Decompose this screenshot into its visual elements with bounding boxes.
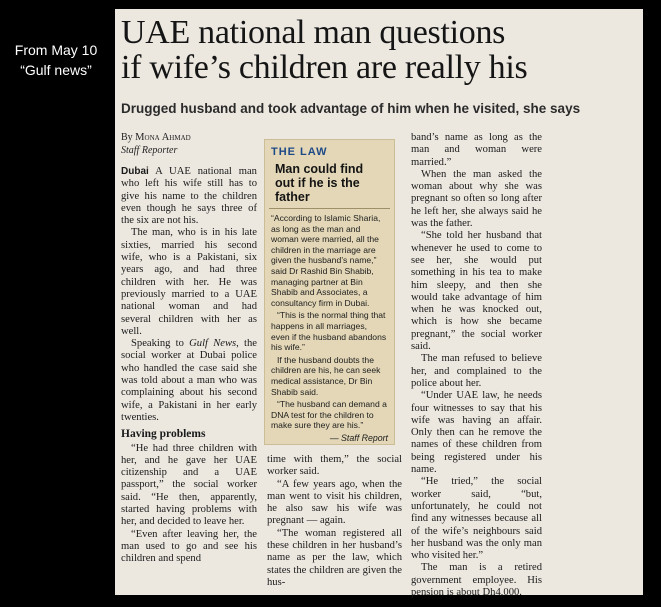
paragraph: “She told her husband that whenever he used to come to see her, she would put something in his tea to make him sleepy, and then she would take advantage of him when he was knocked out, which is how she became pregnant,” the social worker said. xyxy=(411,230,542,353)
paragraph: The man is a retired government employee. His pension is about Dh4,000. xyxy=(411,562,542,598)
headline-line-1: UAE national man questions xyxy=(121,14,506,51)
paragraph-text: , the social worker at Dubai police who handled the case said she was told about a man who was complaining about his second wife, a Pakistani in her early twenties. xyxy=(121,338,257,423)
byline-prefix: By xyxy=(121,132,133,143)
article-column-1 xyxy=(121,166,257,591)
paragraph: The man, who is in his late sixties, married his second wife, who is a Pakistani, six years ago, and had three children with her. He was previously married to a UAE national woman and had several children with her as well. xyxy=(121,227,257,337)
paragraph: “Even after leaving her, the man used to go and see his children and spend xyxy=(121,528,257,565)
section-subhead: Having problems xyxy=(121,428,206,441)
paragraph: “A few years ago, when the man went to visit his children, he also saw his wife was pregnant — again. xyxy=(267,478,402,527)
subheadline: Drugged husband and took advantage of him when he visited, she says xyxy=(121,101,581,116)
paragraph: When the man asked the woman about why she was pregnant so often so long after he left her, she always said he was the father. xyxy=(411,168,542,230)
byline-name: Mona Ahmad xyxy=(135,132,191,143)
sidebar-body xyxy=(265,209,394,447)
paragraph: “He had three children with her, and he gave her UAE citizenship and a UAE passport,” the social worker said. “He then, apparently, started having problems with her, and decided to leave her. xyxy=(121,442,257,528)
caption-line-2: “Gulf news” xyxy=(20,62,92,78)
caption xyxy=(0,40,112,80)
sidebar-paragraph: “According to Islamic Sharia, as long as the man and woman were married, all the children in the marriage are given the husband’s name,” said Dr Rashid Bin Shabib, managing partner at Bin Shabib and Associates, a consultancy firm in Dubai. xyxy=(271,213,381,308)
paragraph-text: A UAE national man who left his wife still has to give his name to the children even though he says three of the six are not his. xyxy=(121,166,257,227)
paragraph xyxy=(121,166,257,227)
the-law-sidebar xyxy=(264,139,395,445)
headline-line-2: if wife’s children are really his xyxy=(121,49,528,86)
sidebar-title: Man could find out if he is the father xyxy=(269,160,390,209)
paragraph: The man refused to believe her, and complained to the police about her. xyxy=(411,353,542,389)
newspaper-clipping xyxy=(115,9,643,598)
paragraph: time with them,” the social worker said. xyxy=(267,454,402,478)
article-column-2 xyxy=(267,454,402,592)
dateline: Dubai xyxy=(121,166,149,177)
sidebar-credit: — Staff Report xyxy=(329,432,388,443)
byline xyxy=(121,131,261,157)
paragraph: band’s name as long as the man and woman were married.” xyxy=(411,132,542,168)
headline xyxy=(121,15,641,85)
newspaper-name: Gulf News xyxy=(189,338,237,350)
sidebar-paragraph: “The husband can demand a DNA test for the children to make sure they are his.” xyxy=(271,399,387,431)
sidebar-paragraph: If the husband doubts the children are his, he can seek medical assistance, Dr Bin Shabib said. xyxy=(271,354,381,397)
byline-role: Staff Reporter xyxy=(121,145,178,156)
sidebar-label: THE LAW xyxy=(271,146,328,158)
caption-line-1: From May 10 xyxy=(14,42,98,58)
paragraph: “He tried,” the social worker said, “but, unfortunately, he could not find any witnesses because all of the wife’s neighbours said her husband was the only man who visited her.” xyxy=(411,476,542,562)
paragraph: “Under UAE law, he needs four witnesses to say that his wife was having an affair. Only then can he remove the names of these children from being registered under his name. xyxy=(411,390,542,476)
paragraph-text: Speaking to xyxy=(131,338,190,350)
paragraph: “The woman registered all these children in her husband’s name as per the law, which states the children are given the hus- xyxy=(267,527,402,588)
article-column-3 xyxy=(411,132,542,598)
paragraph xyxy=(121,338,257,424)
sidebar-paragraph: “This is the normal thing that happens in all marriages, even if the husband abandons his wife.” xyxy=(271,310,387,353)
